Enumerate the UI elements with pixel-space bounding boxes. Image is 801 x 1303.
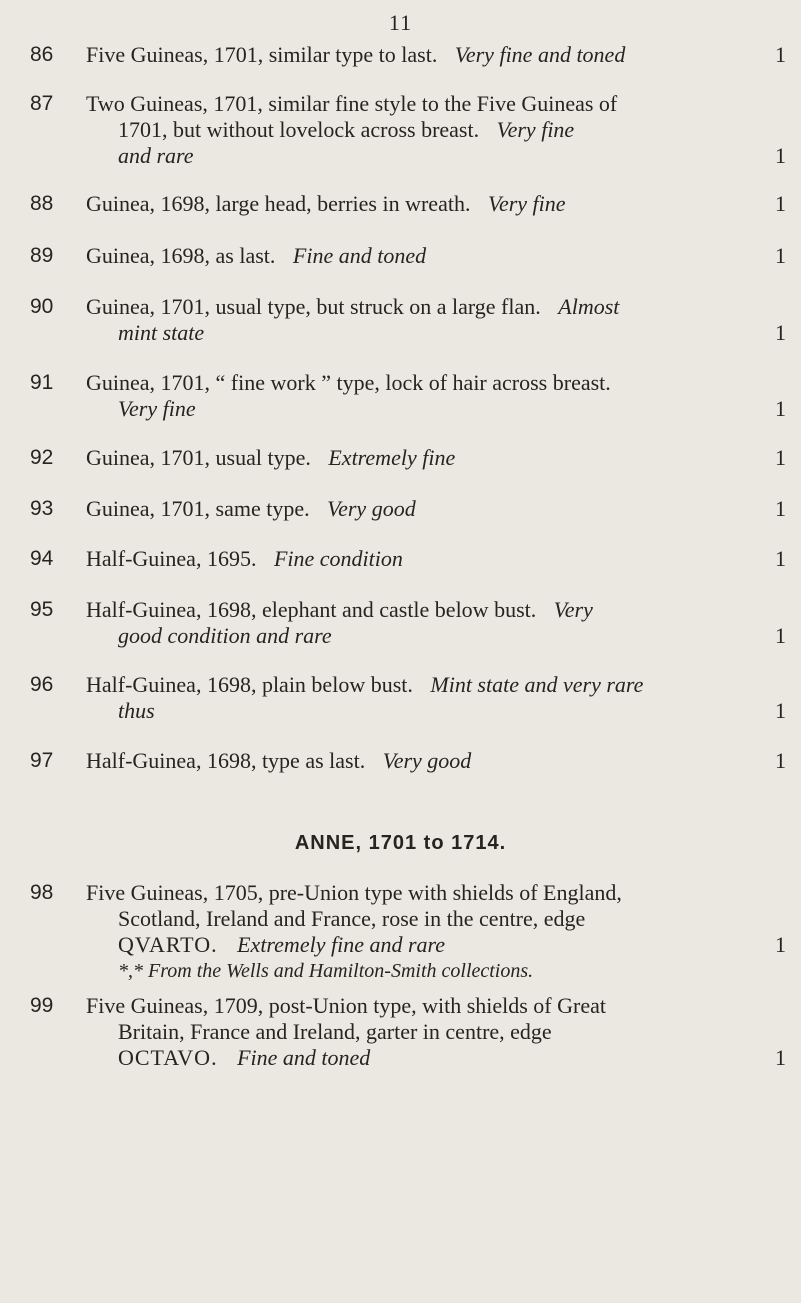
lot-quantity: 1 — [775, 623, 786, 648]
section-heading: ANNE, 1701 to 1714. — [294, 832, 507, 854]
lot-condition: Very fine — [487, 191, 566, 216]
lot-description — [86, 370, 786, 422]
lot-condition: Fine and toned — [292, 243, 427, 268]
lot-number: 89 — [30, 244, 54, 267]
lot-quantity: 1 — [775, 698, 786, 723]
lot-text: Guinea, 1701, “ fine work ” type, lock of hair across breast. — [86, 370, 611, 395]
lot-quantity: 1 — [775, 143, 786, 168]
lot-condition: Very good — [382, 748, 472, 773]
lot-quantity: 1 — [775, 445, 786, 470]
lot-text: Two Guineas, 1701, similar fine style to the Five Guineas of — [86, 91, 618, 116]
lot-number: 87 — [30, 92, 54, 115]
lot-description — [86, 880, 786, 984]
lot-text: Guinea, 1698, large head, berries in wreath. — [86, 191, 471, 216]
lot-number: 86 — [30, 43, 54, 66]
lot-quantity: 1 — [775, 932, 786, 957]
lot-quantity: 1 — [775, 191, 786, 216]
lot-text: Britain, France and Ireland, garter in centre, edge — [118, 1019, 552, 1044]
lot-condition: Extremely fine and rare — [237, 932, 446, 957]
lot-text: Scotland, Ireland and France, rose in the centre, edge — [118, 906, 586, 931]
lot-number: 96 — [30, 673, 54, 696]
lot-condition: thus — [118, 698, 155, 723]
lot-edge-label: OCTAVO. — [118, 1045, 218, 1070]
lot-description — [86, 243, 786, 269]
lot-condition: Fine condition — [273, 546, 403, 571]
lot-text: Guinea, 1701, same type. — [86, 496, 310, 521]
lot-condition: mint state — [118, 320, 205, 345]
lot-quantity: 1 — [775, 243, 786, 268]
lot-text: Five Guineas, 1701, similar type to last. — [86, 42, 438, 67]
lot-description — [86, 91, 786, 169]
lot-condition: Very fine and toned — [454, 42, 626, 67]
lot-number: 88 — [30, 192, 54, 215]
lot-description — [86, 191, 786, 217]
lot-description — [86, 546, 786, 572]
lot-description — [86, 42, 786, 68]
lot-condition: Fine and toned — [237, 1045, 371, 1070]
lot-condition-inline: Very fine — [496, 117, 575, 142]
lot-description — [86, 496, 786, 522]
lot-text: Five Guineas, 1709, post-Union type, with shields of Great — [86, 993, 606, 1018]
lot-edge-label: QVARTO. — [118, 932, 218, 957]
lot-condition-inline: Almost — [558, 294, 620, 319]
lot-description — [86, 597, 786, 649]
lot-condition: Extremely fine — [328, 445, 456, 470]
lot-quantity: 1 — [775, 546, 786, 571]
lot-number: 91 — [30, 371, 54, 394]
lot-quantity: 1 — [775, 320, 786, 345]
lot-description — [86, 445, 786, 471]
lot-number: 95 — [30, 598, 54, 621]
lot-text: Guinea, 1701, usual type. — [86, 445, 311, 470]
lot-quantity: 1 — [775, 748, 786, 773]
lot-number: 97 — [30, 749, 54, 772]
lot-condition-inline: Mint state and very rare — [430, 672, 644, 697]
lot-quantity: 1 — [775, 42, 786, 67]
lot-condition: good condition and rare — [118, 623, 332, 648]
lot-text: Half-Guinea, 1698, type as last. — [86, 748, 366, 773]
lot-text: Half-Guinea, 1698, plain below bust. — [86, 672, 413, 697]
lot-text: Five Guineas, 1705, pre-Union type with shields of England, — [86, 880, 622, 905]
page-number: 11 — [388, 10, 413, 35]
lot-number: 98 — [30, 881, 54, 904]
lot-text: 1701, but without lovelock across breast. — [118, 117, 480, 142]
lot-condition: Very good — [327, 496, 416, 521]
lot-quantity: 1 — [775, 396, 786, 421]
lot-number: 94 — [30, 547, 54, 570]
lot-quantity: 1 — [775, 496, 786, 521]
lot-text: Guinea, 1701, usual type, but struck on a large flan. — [86, 294, 541, 319]
lot-number: 99 — [30, 994, 54, 1017]
lot-condition: and rare — [118, 143, 194, 168]
lot-text: Guinea, 1698, as last. — [86, 243, 276, 268]
lot-description — [86, 294, 786, 346]
lot-description — [86, 748, 786, 774]
lot-number: 90 — [30, 295, 54, 318]
lot-text: Half-Guinea, 1698, elephant and castle below bust. — [86, 597, 537, 622]
lot-condition-inline: Very — [553, 597, 593, 622]
lot-text: Half-Guinea, 1695. — [86, 546, 257, 571]
lot-quantity: 1 — [775, 1045, 786, 1070]
lot-provenance-note: *,* From the Wells and Hamilton-Smith collections. — [118, 960, 534, 982]
lot-number: 92 — [30, 446, 54, 469]
lot-number: 93 — [30, 497, 54, 520]
lot-condition: Very fine — [118, 396, 196, 421]
lot-description — [86, 993, 786, 1071]
lot-description — [86, 672, 786, 724]
